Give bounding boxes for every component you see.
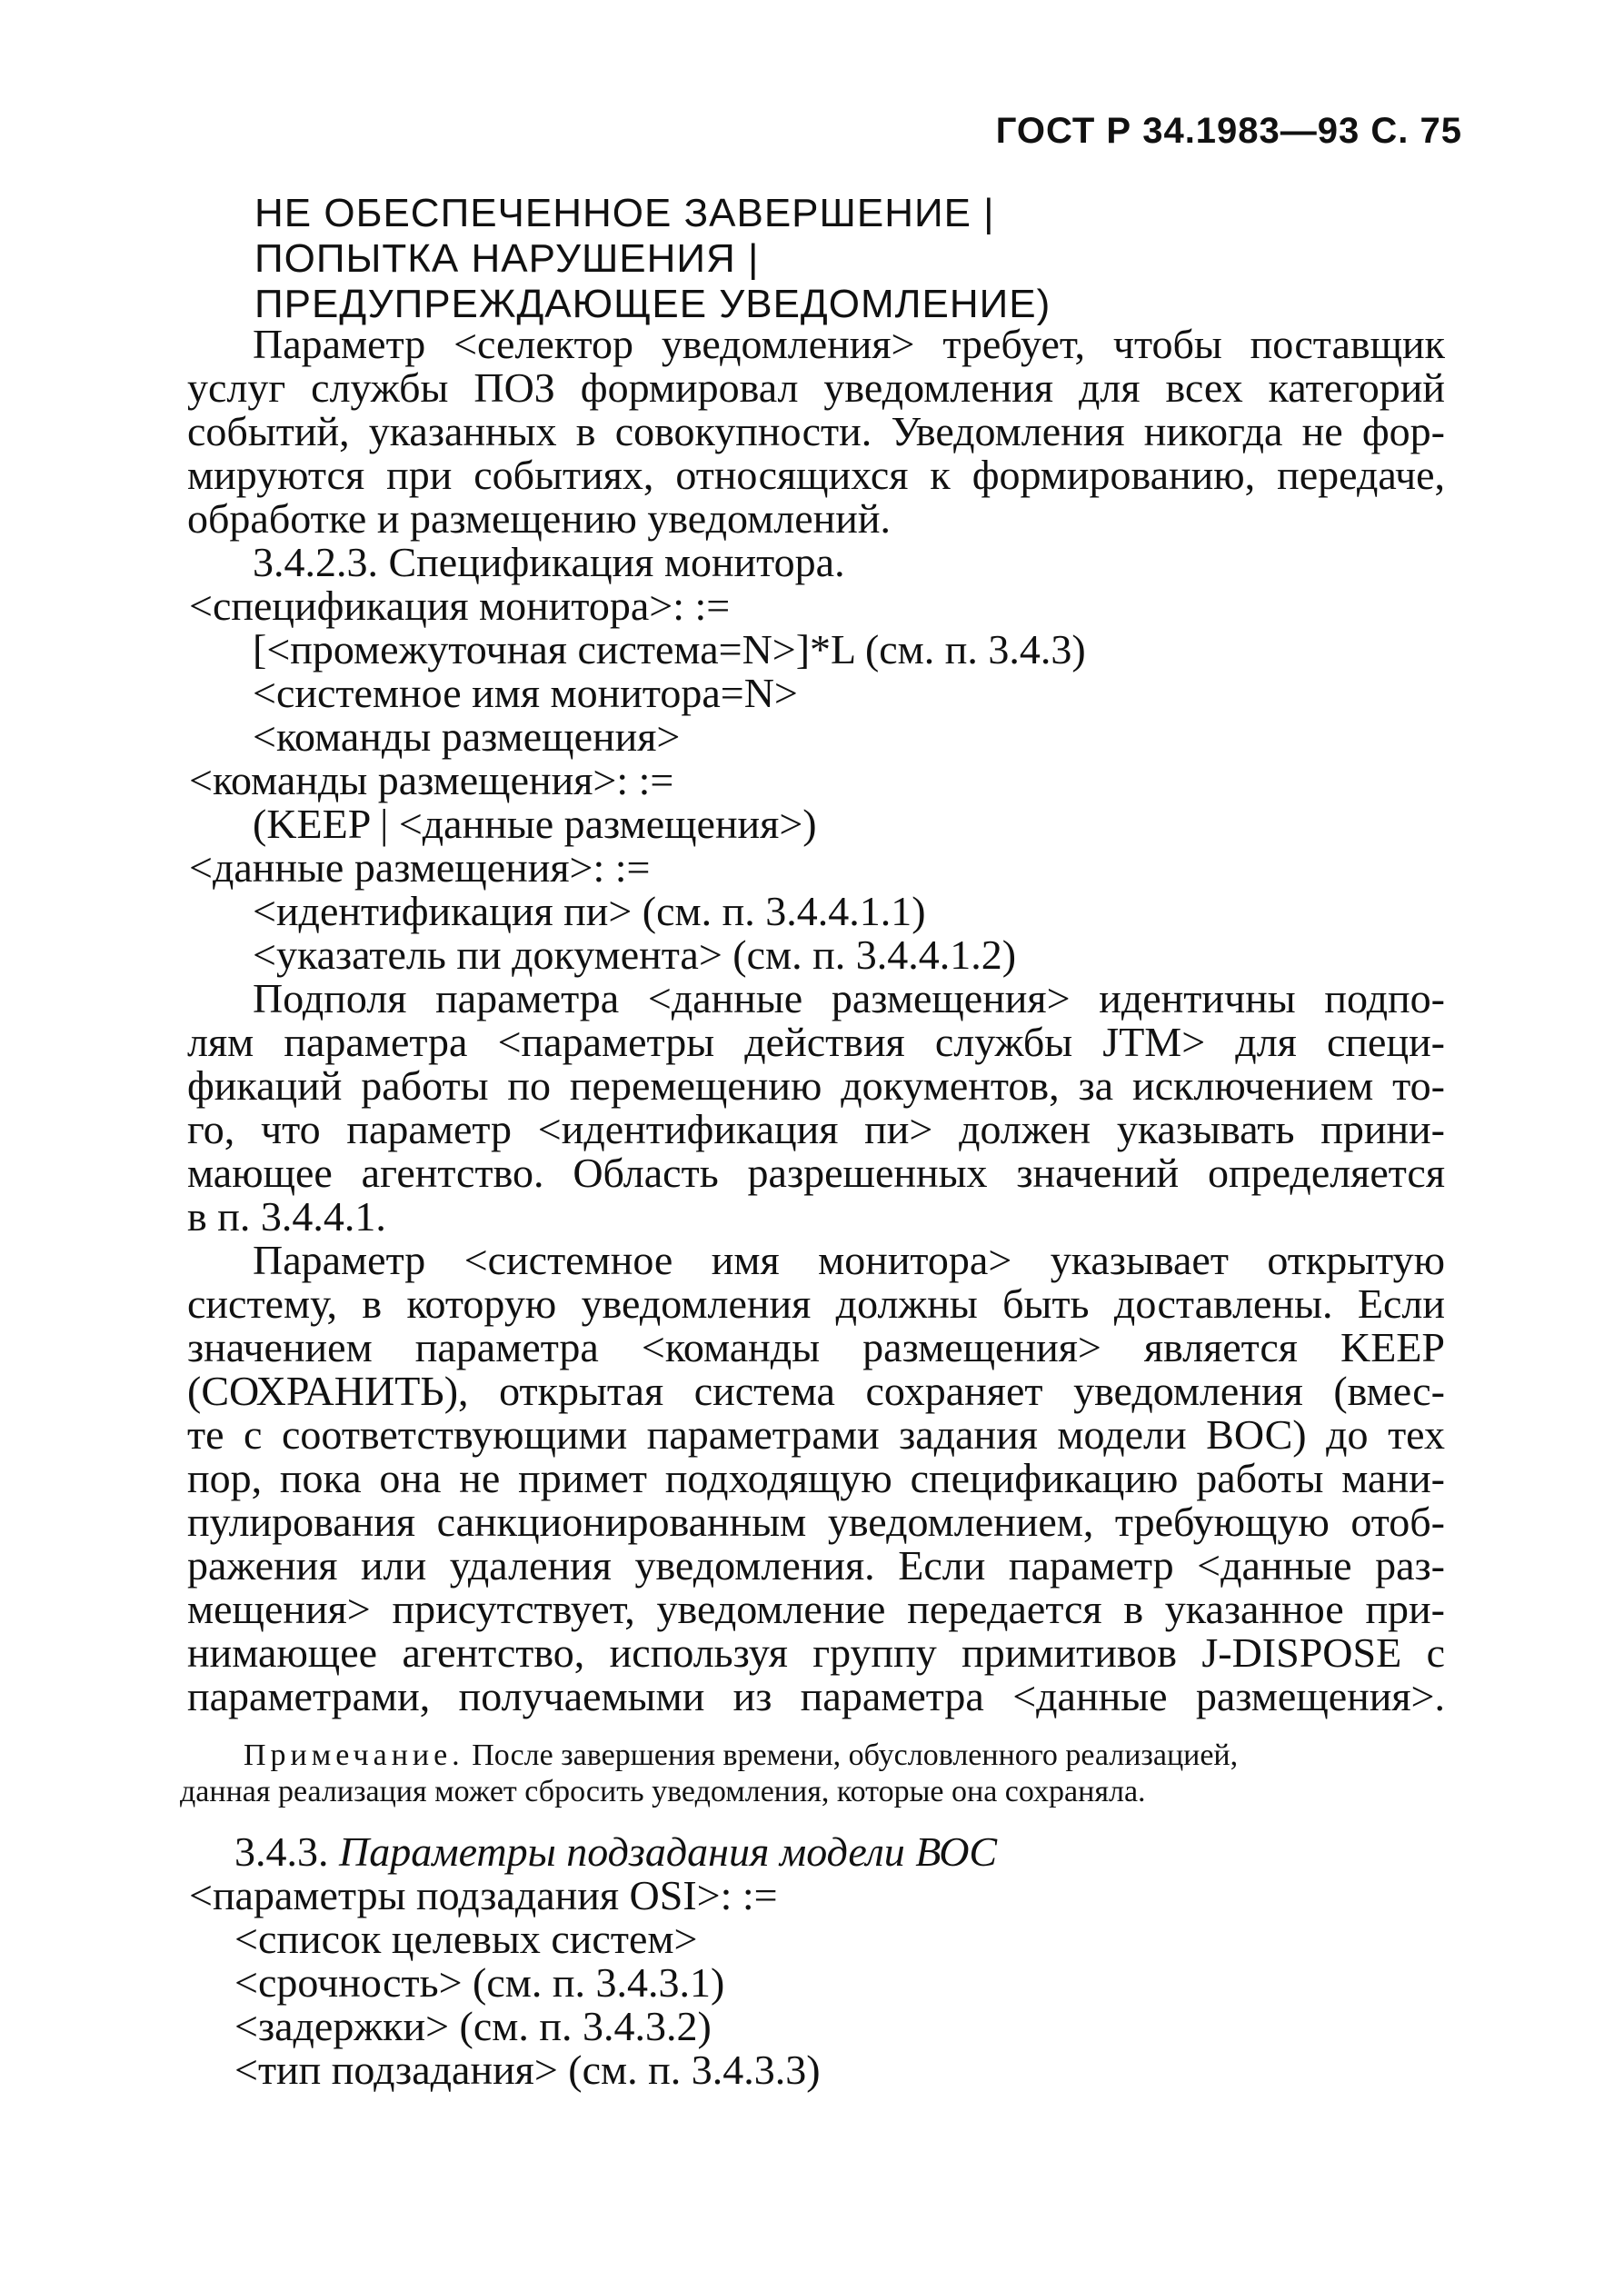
paragraph-line: (СОХРАНИТЬ), открытая система сохраняет уведомления (вмес- — [187, 1368, 1445, 1414]
syntax-line: <команды размещения> — [253, 713, 681, 760]
syntax-line: <параметры подзадания OSI>: := — [189, 1872, 778, 1918]
section-heading — [234, 1828, 998, 1875]
syntax-line: <задержки> (см. п. 3.4.3.2) — [234, 2003, 712, 2049]
paragraph-line: те с соответствующими параметрами задания модели ВОС) до тех — [187, 1411, 1445, 1458]
paragraph-line: систему, в которую уведомления должны быть доставлены. Если — [187, 1280, 1445, 1327]
paragraph-line: услуг службы ПОЗ формировал уведомления для всех категорий — [187, 364, 1445, 411]
section-title: Параметры подзадания модели ВОС — [339, 1828, 998, 1875]
syntax-line: <срочность> (см. п. 3.4.3.1) — [234, 1959, 725, 2006]
paragraph-line: мещения> присутствует, уведомление передается в указанное при- — [187, 1586, 1445, 1632]
syntax-line: <указатель пи документа> (см. п. 3.4.4.1.2) — [253, 931, 1017, 978]
paragraph-line: параметрами, получаемыми из параметра <данные размещения>. — [187, 1673, 1445, 1719]
paragraph-line: ражения или удаления уведомления. Если параметр <данные раз- — [187, 1542, 1445, 1589]
enum-line: ПОПЫТКА НАРУШЕНИЯ | — [254, 236, 760, 281]
paragraph-line: значением параметра <команды размещения> является KEEP — [187, 1324, 1445, 1370]
paragraph-line: обработке и размещению уведомлений. — [187, 495, 891, 542]
note-line — [244, 1740, 1238, 1771]
paragraph-line: событий, указанных в совокупности. Уведомления никогда не фор- — [187, 408, 1445, 454]
note-label: Примечание. — [244, 1738, 464, 1772]
paragraph-line: лям параметра <параметры действия службы JTM> для специ- — [187, 1019, 1445, 1065]
syntax-line: <список целевых систем> — [234, 1916, 698, 1962]
enum-line: ПРЕДУПРЕЖДАЮЩЕЕ УВЕДОМЛЕНИЕ) — [254, 282, 1051, 326]
syntax-line: <идентификация пи> (см. п. 3.4.4.1.1) — [253, 888, 926, 934]
enum-line: НЕ ОБЕСПЕЧЕННОЕ ЗАВЕРШЕНИЕ | — [254, 191, 995, 235]
section-number: 3.4.3. — [234, 1828, 329, 1875]
syntax-line: <тип подзадания> (см. п. 3.4.3.3) — [234, 2047, 821, 2093]
note-line: данная реализация может сбросить уведомления, которые она сохраняла. — [180, 1775, 1146, 1808]
running-header: ГОСТ Р 34.1983—93 С. 75 — [995, 111, 1462, 151]
paragraph-line: нимающее агентство, используя группу примитивов J-DISPOSE с — [187, 1629, 1445, 1676]
syntax-line: <системное имя монитора=N> — [253, 670, 798, 716]
section-heading: 3.4.2.3. Спецификация монитора. — [253, 539, 845, 585]
syntax-line: <данные размещения>: := — [189, 844, 651, 891]
paragraph-line: в п. 3.4.4.1. — [187, 1193, 386, 1240]
paragraph-line: мающее агентство. Область разрешенных значений определяется — [187, 1150, 1445, 1196]
note-text: После завершения времени, обусловленного реализацией, — [472, 1738, 1239, 1772]
paragraph-line: го, что параметр <идентификация пи> должен указывать прини- — [187, 1106, 1445, 1152]
syntax-line: [<промежуточная система=N>]*L (см. п. 3.4.3) — [253, 626, 1086, 672]
syntax-line: <спецификация монитора>: := — [189, 583, 731, 629]
paragraph-line: Параметр <системное имя монитора> указывает открытую — [253, 1237, 1445, 1283]
paragraph-line: Параметр <селектор уведомления> требует, чтобы поставщик — [253, 321, 1445, 367]
paragraph-line: пор, пока она не примет подходящую спецификацию работы мани- — [187, 1455, 1445, 1501]
syntax-line: <команды размещения>: := — [189, 757, 674, 803]
paragraph-line: мируются при событиях, относящихся к формированию, передаче, — [187, 452, 1445, 498]
paragraph-line: Подполя параметра <данные размещения> идентичны подпо- — [253, 975, 1445, 1021]
paragraph-line: фикаций работы по перемещению документов, за исключением то- — [187, 1062, 1445, 1109]
paragraph-line: пулирования санкционированным уведомлением, требующую отоб- — [187, 1499, 1445, 1545]
syntax-line: (KEEP | <данные размещения>) — [253, 801, 817, 847]
